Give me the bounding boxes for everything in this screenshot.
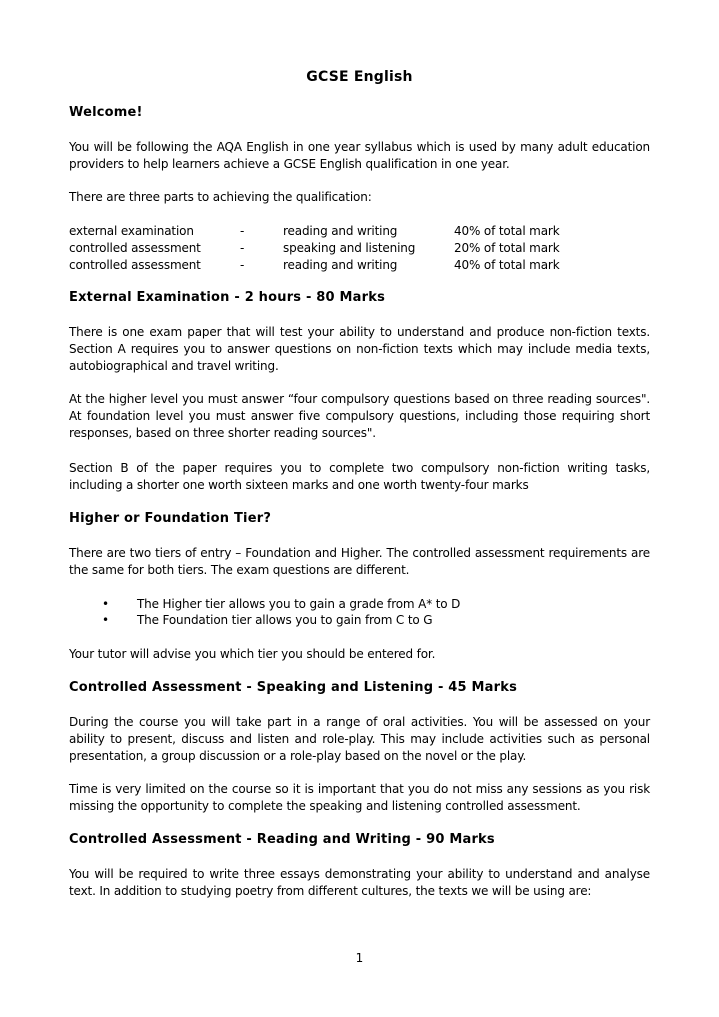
part-skill: reading and writing — [283, 258, 398, 272]
part-dash: - — [240, 258, 245, 272]
part-weight: 40% of total mark — [454, 224, 560, 238]
reading-heading: Controlled Assessment - Reading and Writing - 90 Marks — [69, 832, 495, 847]
tier-paragraph-1: There are two tiers of entry – Foundation and Higher. The controlled assessment requirements are the same for both tiers. The exam questions are different. — [69, 546, 650, 577]
welcome-paragraph-1: You will be following the AQA English in one year syllabus which is used by many adult education providers to help learners achieve a GCSE English qualification in one year. — [69, 140, 650, 171]
welcome-paragraph-2: There are three parts to achieving the qualification: — [69, 190, 372, 204]
part-dash: - — [240, 241, 245, 255]
bullet-icon: • — [102, 597, 109, 611]
external-paragraph-2: At the higher level you must answer “four compulsory questions based on three reading sources". At foundation level you must answer five compulsory questions, including those requiring short responses, based on three shorter reading sources". — [69, 392, 650, 440]
bullet-text: The Foundation tier allows you to gain from C to G — [137, 613, 433, 627]
part-type: external examination — [69, 224, 194, 238]
external-exam-heading: External Examination - 2 hours - 80 Marks — [69, 290, 386, 305]
part-type: controlled assessment — [69, 241, 201, 255]
speaking-heading: Controlled Assessment - Speaking and Listening - 45 Marks — [69, 680, 518, 695]
part-weight: 40% of total mark — [454, 258, 560, 272]
part-type: controlled assessment — [69, 258, 201, 272]
part-weight: 20% of total mark — [454, 241, 560, 255]
tier-heading: Higher or Foundation Tier? — [69, 511, 272, 526]
welcome-heading: Welcome! — [69, 105, 143, 120]
part-skill: speaking and listening — [283, 241, 416, 255]
speaking-paragraph-1: During the course you will take part in a range of oral activities. You will be assessed on your ability to present, discuss and listen and role-play. This may include activities such as personal presentation, a group discussion or a role-play based on the novel or the play. — [69, 715, 650, 763]
part-dash: - — [240, 224, 245, 238]
tier-paragraph-2: Your tutor will advise you which tier you should be entered for. — [69, 647, 436, 661]
reading-paragraph-1: You will be required to write three essays demonstrating your ability to understand and analyse text. In addition to studying poetry from different cultures, the texts we will be using are: — [69, 867, 650, 898]
external-paragraph-3: Section B of the paper requires you to complete two compulsory non-fiction writing tasks, including a shorter one worth sixteen marks and one worth twenty-four marks — [69, 461, 650, 492]
external-paragraph-1: There is one exam paper that will test your ability to understand and produce non-fiction texts. Section A requires you to answer questions on non-fiction texts which may include media texts, autobiographical and travel writing. — [69, 325, 650, 373]
page-title: GCSE English — [306, 69, 413, 85]
part-skill: reading and writing — [283, 224, 398, 238]
speaking-paragraph-2: Time is very limited on the course so it is important that you do not miss any sessions as you risk missing the opportunity to complete the speaking and listening controlled assessment. — [69, 782, 650, 813]
page-number: 1 — [355, 951, 364, 965]
bullet-text: The Higher tier allows you to gain a grade from A* to D — [137, 597, 461, 611]
bullet-icon: • — [102, 613, 109, 627]
